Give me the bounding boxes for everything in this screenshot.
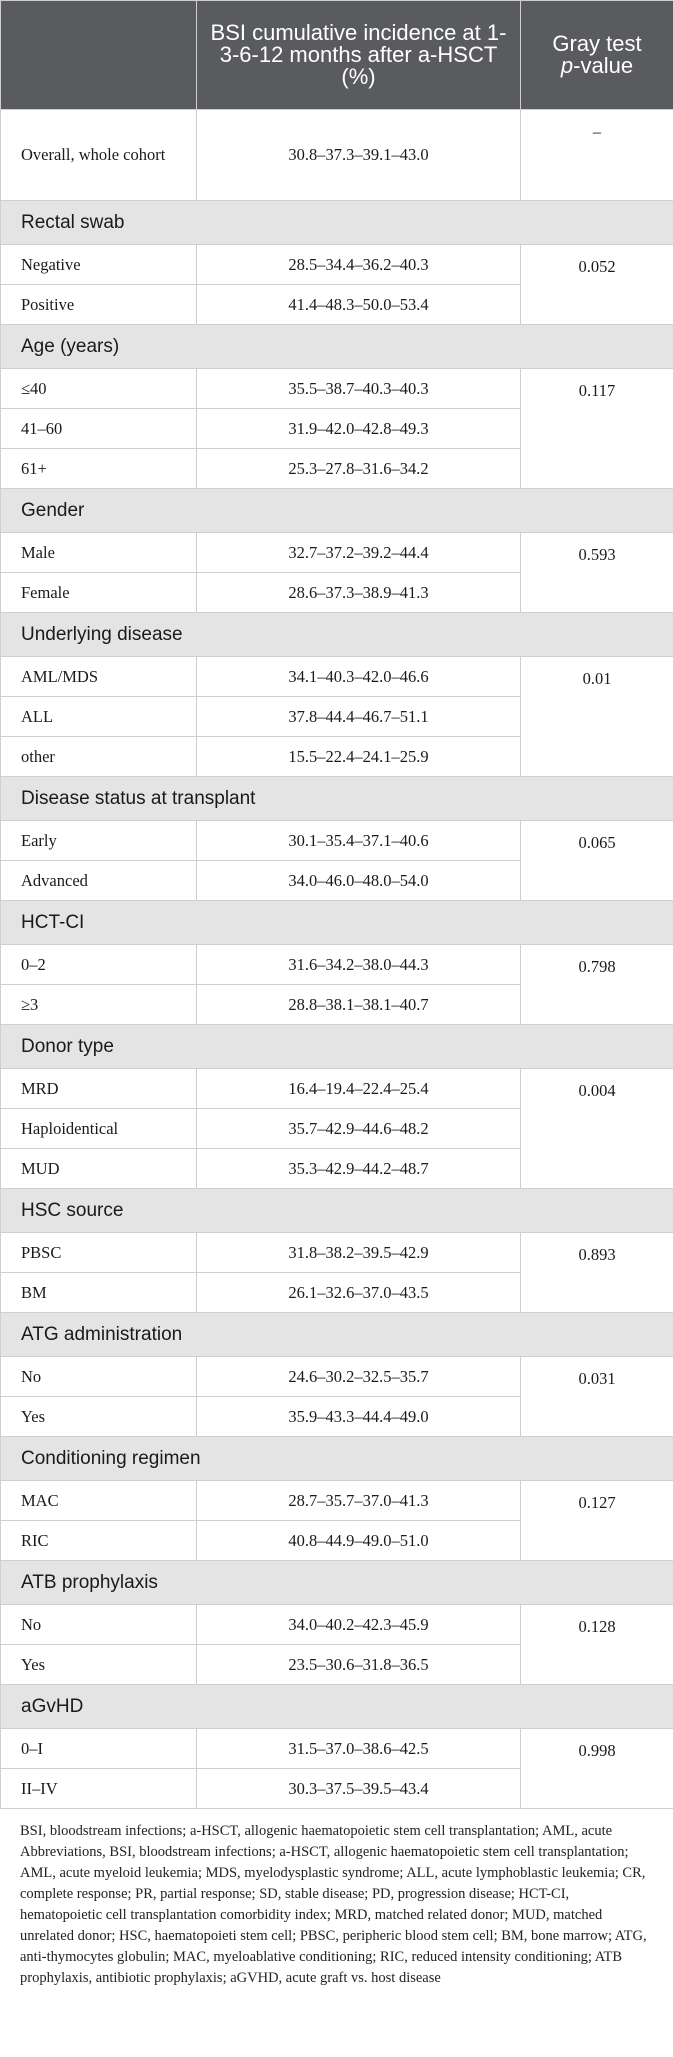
- row-label: Advanced: [1, 861, 197, 901]
- table-row: [1, 1481, 673, 1521]
- row-incidence-value: 23.5–30.6–31.8–36.5: [197, 1645, 521, 1685]
- row-incidence-value: 40.8–44.9–49.0–51.0: [197, 1521, 521, 1561]
- section-pvalue: 0.128: [521, 1605, 673, 1685]
- row-incidence-value: 28.7–35.7–37.0–41.3: [197, 1481, 521, 1521]
- section-header-row: [1, 1025, 673, 1069]
- row-label: 61+: [1, 449, 197, 489]
- section-pvalue: 0.593: [521, 533, 673, 613]
- row-label: ALL: [1, 697, 197, 737]
- section-header-row: [1, 1437, 673, 1481]
- row-incidence-value: 35.3–42.9–44.2–48.7: [197, 1149, 521, 1189]
- header-col-incidence: BSI cumulative incidence at 1-3-6-12 months after a-HSCT (%): [197, 1, 521, 110]
- row-incidence-value: 35.5–38.7–40.3–40.3: [197, 369, 521, 409]
- table-row: [1, 1729, 673, 1769]
- table-row: [1, 1233, 673, 1273]
- row-label: Haploidentical: [1, 1109, 197, 1149]
- header-col-pvalue: [521, 1, 673, 110]
- table-row: [1, 533, 673, 573]
- section-title: ATG administration: [1, 1313, 673, 1357]
- section-pvalue: 0.893: [521, 1233, 673, 1313]
- section-title: Rectal swab: [1, 201, 673, 245]
- row-label: Early: [1, 821, 197, 861]
- row-incidence-value: 30.3–37.5–39.5–43.4: [197, 1769, 521, 1809]
- section-pvalue: 0.998: [521, 1729, 673, 1809]
- section-header-row: [1, 201, 673, 245]
- section-title: Underlying disease: [1, 613, 673, 657]
- overall-value: 30.8–37.3–39.1–43.0: [197, 110, 521, 201]
- section-title: Gender: [1, 489, 673, 533]
- row-incidence-value: 25.3–27.8–31.6–34.2: [197, 449, 521, 489]
- row-label: Male: [1, 533, 197, 573]
- row-incidence-value: 35.7–42.9–44.6–48.2: [197, 1109, 521, 1149]
- section-pvalue: 0.798: [521, 945, 673, 1025]
- header-pvalue-italic: p: [560, 53, 574, 78]
- row-incidence-value: 35.9–43.3–44.4–49.0: [197, 1397, 521, 1437]
- table-header: [1, 1, 673, 110]
- row-label: ≤40: [1, 369, 197, 409]
- table-body: [1, 110, 673, 1809]
- row-incidence-value: 34.1–40.3–42.0–46.6: [197, 657, 521, 697]
- section-header-row: [1, 1561, 673, 1605]
- row-incidence-value: 30.1–35.4–37.1–40.6: [197, 821, 521, 861]
- row-label: AML/MDS: [1, 657, 197, 697]
- table-row: [1, 1605, 673, 1645]
- row-label: Female: [1, 573, 197, 613]
- row-label: PBSC: [1, 1233, 197, 1273]
- row-label: Negative: [1, 245, 197, 285]
- row-label: MAC: [1, 1481, 197, 1521]
- section-header-row: [1, 613, 673, 657]
- table-row: [1, 945, 673, 985]
- table-row: [1, 1069, 673, 1109]
- header-col-variable: [1, 1, 197, 110]
- section-title: Age (years): [1, 325, 673, 369]
- section-header-row: [1, 1685, 673, 1729]
- section-header-row: [1, 1189, 673, 1233]
- section-header-row: [1, 901, 673, 945]
- section-header-row: [1, 777, 673, 821]
- section-title: Disease status at transplant: [1, 777, 673, 821]
- section-title: HSC source: [1, 1189, 673, 1233]
- row-incidence-value: 41.4–48.3–50.0–53.4: [197, 285, 521, 325]
- row-incidence-value: 28.5–34.4–36.2–40.3: [197, 245, 521, 285]
- row-label: BM: [1, 1273, 197, 1313]
- section-title: aGvHD: [1, 1685, 673, 1729]
- row-label: No: [1, 1605, 197, 1645]
- row-incidence-value: 26.1–32.6–37.0–43.5: [197, 1273, 521, 1313]
- row-incidence-value: 37.8–44.4–46.7–51.1: [197, 697, 521, 737]
- row-incidence-value: 34.0–46.0–48.0–54.0: [197, 861, 521, 901]
- row-incidence-value: 31.6–34.2–38.0–44.3: [197, 945, 521, 985]
- section-title: HCT-CI: [1, 901, 673, 945]
- row-incidence-value: 24.6–30.2–32.5–35.7: [197, 1357, 521, 1397]
- section-header-row: [1, 1313, 673, 1357]
- table-row: [1, 821, 673, 861]
- section-pvalue: 0.052: [521, 245, 673, 325]
- row-label: II–IV: [1, 1769, 197, 1809]
- section-title: Conditioning regimen: [1, 1437, 673, 1481]
- table-footnote: BSI, bloodstream infections; a-HSCT, allogenic haematopoietic stem cell transplantation; AML, acute Abbreviations, BSI, bloodstream infections; a-HSCT, allogenic haematopoietic stem cell transplantation; AML, acute myeloid leukemia; MDS, myelodysplastic syndrome; ALL, acute lymphoblastic leukemia; CR, complete response; PR, partial response; SD, stable disease; PD, progression disease; HCT-CI, hematopoietic cell transplantation comorbidity index; MRD, matched related donor; MUD, matched unrelated donor; HSC, haematopoieti stem cell; PBSC, peripheric blood stem cell; BM, bone marrow; ATG, anti-thymocytes globulin; MAC, myeloablative conditioning; RIC, reduced intensity conditioning; ATB prophylaxis, antibiotic prophylaxis; aGVHD, acute graft vs. host disease: [20, 1823, 647, 1986]
- table-row: [1, 245, 673, 285]
- row-incidence-value: 31.5–37.0–38.6–42.5: [197, 1729, 521, 1769]
- row-label: Yes: [1, 1645, 197, 1685]
- row-incidence-value: 31.9–42.0–42.8–49.3: [197, 409, 521, 449]
- row-label: 0–2: [1, 945, 197, 985]
- section-pvalue: 0.117: [521, 369, 673, 489]
- row-label: other: [1, 737, 197, 777]
- section-pvalue: 0.065: [521, 821, 673, 901]
- row-label: ≥3: [1, 985, 197, 1025]
- row-incidence-value: 31.8–38.2–39.5–42.9: [197, 1233, 521, 1273]
- row-label: 0–I: [1, 1729, 197, 1769]
- row-label: Positive: [1, 285, 197, 325]
- section-pvalue: 0.031: [521, 1357, 673, 1437]
- row-label: 41–60: [1, 409, 197, 449]
- header-pvalue-suffix: -value: [573, 53, 634, 78]
- row-incidence-value: 15.5–22.4–24.1–25.9: [197, 737, 521, 777]
- header-row: [1, 1, 673, 110]
- section-header-row: [1, 489, 673, 533]
- table-row: [1, 369, 673, 409]
- section-pvalue: 0.004: [521, 1069, 673, 1189]
- table-row: [1, 657, 673, 697]
- row-label: No: [1, 1357, 197, 1397]
- table-row: [1, 1357, 673, 1397]
- header-pvalue-prefix: Gray test: [552, 31, 642, 56]
- row-incidence-value: 16.4–19.4–22.4–25.4: [197, 1069, 521, 1109]
- section-header-row: [1, 325, 673, 369]
- section-pvalue: 0.127: [521, 1481, 673, 1561]
- section-pvalue: 0.01: [521, 657, 673, 777]
- row-incidence-value: 32.7–37.2–39.2–44.4: [197, 533, 521, 573]
- row-incidence-value: 28.6–37.3–38.9–41.3: [197, 573, 521, 613]
- section-title: Donor type: [1, 1025, 673, 1069]
- row-label: MRD: [1, 1069, 197, 1109]
- row-label: RIC: [1, 1521, 197, 1561]
- row-label: Yes: [1, 1397, 197, 1437]
- row-incidence-value: 28.8–38.1–38.1–40.7: [197, 985, 521, 1025]
- row-label: MUD: [1, 1149, 197, 1189]
- overall-label: Overall, whole cohort: [1, 110, 197, 201]
- overall-row: [1, 110, 673, 201]
- section-title: ATB prophylaxis: [1, 1561, 673, 1605]
- overall-pvalue: –: [521, 110, 673, 201]
- row-incidence-value: 34.0–40.2–42.3–45.9: [197, 1605, 521, 1645]
